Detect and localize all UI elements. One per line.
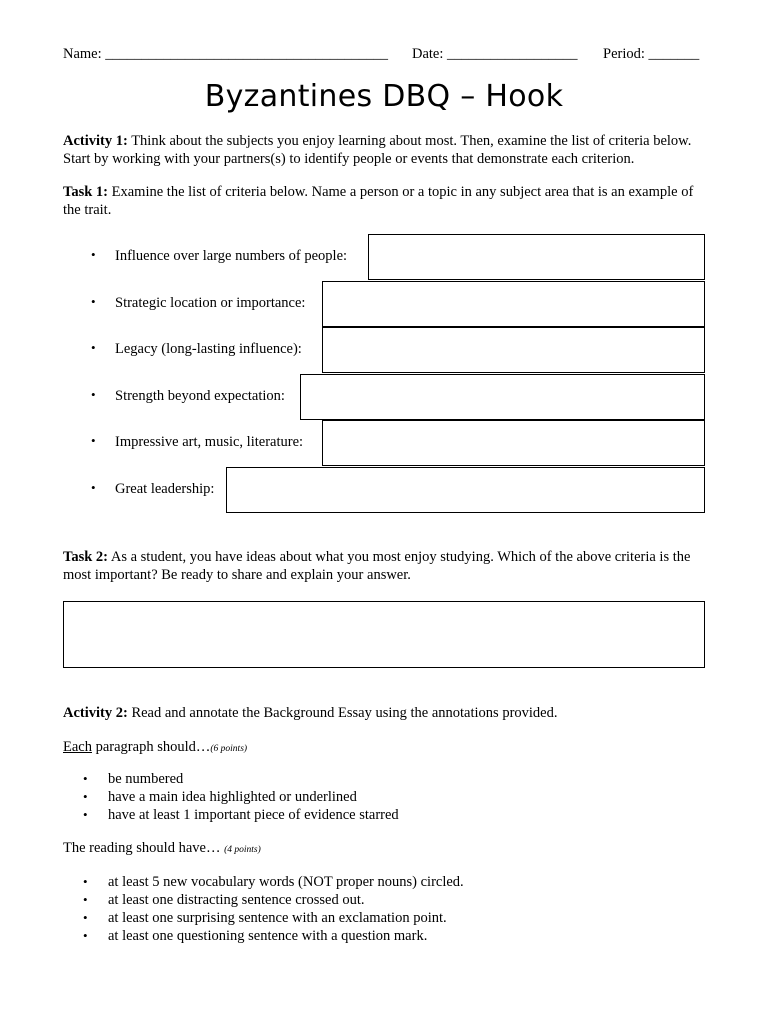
criterion-row — [63, 281, 705, 327]
criterion-label: Impressive art, music, literature: — [115, 434, 304, 450]
bullet-icon: • — [83, 892, 88, 907]
activity1-paragraph — [63, 132, 708, 168]
task2-paragraph — [63, 548, 708, 584]
list-item: • at least one surprising sentence with an exclamation point. — [83, 910, 447, 926]
task2-text: As a student, you have ideas about what you most enjoy studying. Which of the above criteria is the most important? Be ready to share and explain your answer. — [63, 549, 691, 583]
date-field[interactable] — [412, 46, 578, 63]
list-item: • be numbered — [83, 771, 184, 787]
list-item: • at least 5 new vocabulary words (NOT proper nouns) circled. — [83, 874, 464, 890]
bullet-icon: • — [83, 874, 88, 889]
bullet-icon: • — [91, 340, 96, 355]
bullet-icon: • — [91, 294, 96, 309]
criterion-label: Influence over large numbers of people: — [115, 248, 348, 264]
page-title: Byzantines DBQ – Hook — [204, 79, 564, 114]
criterion-answer-box[interactable] — [300, 374, 705, 420]
criterion-row — [63, 327, 705, 373]
bullet-icon: • — [91, 247, 96, 262]
period-label: Period: — [603, 46, 645, 62]
criterion-row — [63, 420, 705, 466]
name-label: Name: — [63, 46, 102, 62]
bullet-icon: • — [83, 910, 88, 925]
paragraph-requirements-list — [63, 770, 708, 824]
points-note: (6 points) — [210, 744, 248, 754]
activity2-paragraph — [63, 704, 708, 722]
name-blank[interactable]: _______________________________________ — [105, 46, 389, 62]
date-label: Date: — [412, 46, 444, 62]
activity2-text: Read and annotate the Background Essay using the annotations provided. — [131, 705, 558, 721]
bullet-icon: • — [91, 433, 96, 448]
list-item: • at least one distracting sentence crossed out. — [83, 892, 365, 908]
criterion-answer-box[interactable] — [322, 327, 705, 373]
date-blank[interactable]: __________________ — [447, 46, 578, 62]
period-blank[interactable]: _______ — [648, 46, 700, 62]
task2-answer-box[interactable] — [63, 601, 705, 668]
criterion-row — [63, 234, 705, 280]
task1-paragraph — [63, 183, 708, 219]
bullet-icon: • — [83, 807, 88, 822]
criterion-row — [63, 374, 705, 420]
list-item: • have a main idea highlighted or underlined — [83, 789, 357, 805]
bullet-icon: • — [91, 480, 96, 495]
criterion-row — [63, 467, 705, 513]
task1-text: Examine the list of criteria below. Name a person or a topic in any subject area that is an example of the trait. — [63, 184, 694, 218]
list-item: • have at least 1 important piece of evidence starred — [83, 807, 399, 823]
task2-label: Task 2: — [63, 549, 109, 565]
bullet-icon: • — [83, 928, 88, 943]
reading-requirements-list — [63, 873, 708, 945]
period-field[interactable] — [603, 46, 699, 63]
criterion-answer-box[interactable] — [368, 234, 705, 280]
activity1-text: Think about the subjects you enjoy learning about most. Then, examine the list of criteria below. Start by working with your partners(s) to identify people or events that demonstrate each criterion. — [63, 133, 692, 167]
paragraph-req-text: paragraph should… — [91, 739, 211, 755]
criterion-label: Strength beyond expectation: — [115, 388, 285, 404]
criterion-answer-box[interactable] — [322, 281, 705, 327]
criterion-label: Legacy (long-lasting influence): — [115, 341, 302, 357]
each-word: Each — [63, 739, 92, 755]
task1-label: Task 1: — [63, 184, 109, 200]
paragraph-requirements-heading — [63, 738, 708, 758]
criterion-answer-box[interactable] — [226, 467, 705, 513]
criterion-answer-box[interactable] — [322, 420, 705, 466]
bullet-icon: • — [83, 771, 88, 786]
bullet-icon: • — [83, 789, 88, 804]
criterion-label: Great leadership: — [115, 481, 215, 497]
bullet-icon: • — [91, 387, 96, 402]
reading-req-text: The reading should have… — [63, 840, 225, 856]
criterion-label: Strategic location or importance: — [115, 295, 306, 311]
name-field[interactable] — [63, 46, 388, 63]
list-item: • at least one questioning sentence with a question mark. — [83, 928, 428, 944]
points-note: (4 points) — [224, 845, 261, 855]
activity1-label: Activity 1: — [63, 133, 128, 149]
activity2-label: Activity 2: — [63, 705, 128, 721]
reading-requirements-heading — [63, 839, 708, 859]
